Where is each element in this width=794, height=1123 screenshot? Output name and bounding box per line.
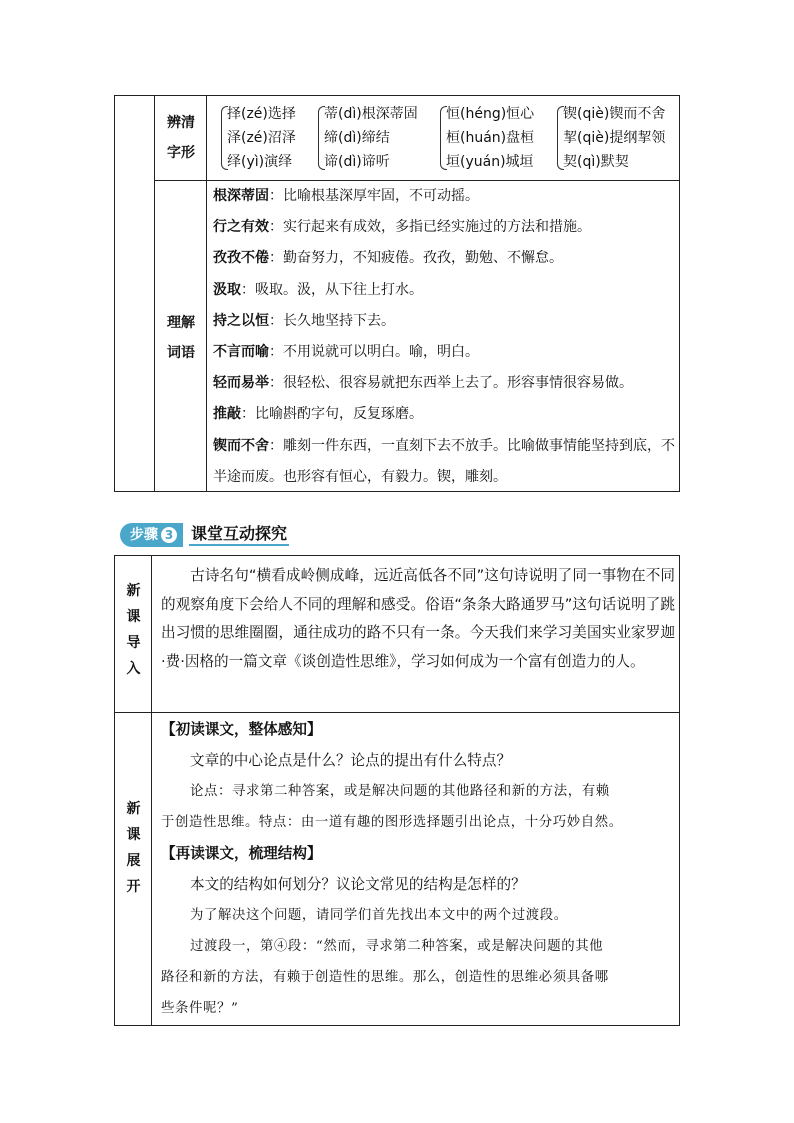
brace: [221, 106, 228, 170]
char-group: [324, 102, 418, 174]
blank-column: [115, 96, 155, 491]
label-char: 导: [126, 635, 141, 651]
char-entry: 挈(qiè)提纲挈领: [563, 130, 666, 146]
definition: ：不用说就可以明白。喻，明白。: [269, 344, 479, 361]
answer-line: 于创造性思维。特点：由一道有趣的图形选择题引出论点，十分巧妙自然。: [161, 815, 623, 830]
question: 本文的结构如何划分？议论文常见的结构是怎样的？: [190, 876, 526, 893]
term: 孜孜不倦: [213, 250, 269, 267]
definition-list: [213, 181, 679, 493]
char-group: [227, 102, 296, 174]
definition: ：吸取。汲，从下往上打水。: [241, 281, 423, 298]
char-group: [446, 102, 534, 174]
definition: ：比喻斟酌字句，反复琢磨。: [241, 406, 423, 423]
char-entry: 锲(qiè)锲而不舍: [563, 106, 666, 122]
question: 文章的中心论点是什么？论点的提出有什么特点？: [190, 752, 512, 769]
definition-item: [213, 306, 679, 337]
char-entry: 恒(héng)恒心: [446, 106, 535, 122]
label-line: 字形: [167, 145, 195, 161]
label-lesson-develop: [115, 796, 152, 900]
definition-item: [213, 431, 679, 493]
char-entry: 谛(dì)谛听: [324, 154, 390, 170]
definition-item: [213, 243, 679, 274]
label-line: 词语: [167, 345, 195, 361]
answer-line: 路径和新的方法，有赖于创造性的思维。那么，创造性的思维必须具备哪: [161, 970, 609, 985]
brace: [557, 106, 564, 170]
lesson-table: [114, 555, 680, 1026]
label-understand-words: [155, 308, 207, 368]
label-line: 理解: [167, 315, 195, 331]
definition: ：长久地坚持下去。: [269, 312, 395, 329]
term: 行之有效: [213, 219, 269, 236]
definition-item: [213, 368, 679, 399]
definition: ：雕刻一件东西，一直刻下去不放手。比喻做事情能坚持到底，不半途而废。也形容有恒心，有毅力。锲，雕刻。: [213, 437, 675, 485]
definition: ：比喻根基深厚牢固，不可动摇。: [269, 188, 479, 204]
vocabulary-table: [114, 95, 680, 492]
term: 锲而不舍: [213, 437, 269, 454]
answer-line: 些条件呢？”: [161, 1001, 239, 1016]
label-char: 开: [126, 879, 141, 895]
lesson-content: [161, 714, 675, 1024]
brace: [318, 106, 325, 170]
term: 持之以恒: [213, 312, 269, 329]
char-entry: 蒂(dì)根深蒂固: [324, 106, 418, 122]
section-heading: 【再读课文，梳理结构】: [161, 845, 322, 862]
term: 根深蒂固: [213, 188, 269, 204]
step-banner: [120, 523, 289, 547]
label-line: 辨清: [167, 115, 195, 131]
term: 轻而易举: [213, 375, 269, 392]
step-number: 3: [161, 527, 177, 543]
definition: ：勤奋努力，不知疲倦。孜孜，勤勉、不懈怠。: [269, 250, 563, 267]
step-badge: [120, 523, 183, 547]
answer-line: 为了解决这个问题，请同学们首先找出本文中的两个过渡段。: [190, 908, 568, 923]
term: 推敲: [213, 406, 241, 423]
term: 汲取: [213, 281, 241, 298]
char-entry: 择(zé)选择: [227, 106, 296, 122]
step-label: 步骤: [130, 527, 158, 543]
char-entry: 契(qì)默契: [563, 154, 629, 170]
label-char: 课: [126, 609, 141, 625]
definition-item: [213, 275, 679, 306]
label-char: 课: [126, 827, 141, 843]
definition-item: [213, 181, 679, 212]
definition-item: [213, 399, 679, 430]
term: 不言而喻: [213, 344, 269, 361]
definition-item: [213, 337, 679, 368]
char-entry: 绎(yì)演绎: [227, 154, 293, 170]
answer-line: 论点：寻求第二种答案，或是解决问题的其他路径和新的方法，有赖: [190, 784, 610, 799]
char-entry: 缔(dì)缔结: [324, 130, 390, 146]
row-divider: [115, 712, 679, 713]
definition: ：实行起来有成效，多指已经实施过的方法和措施。: [269, 219, 591, 236]
char-entry: 泽(zé)沼泽: [227, 130, 296, 146]
char-group: [563, 102, 665, 174]
label-distinguish-forms: [155, 108, 207, 168]
label-char: 新: [126, 801, 141, 817]
definition-item: [213, 212, 679, 243]
answer-line: 过渡段一，第④段：“然而，寻求第二种答案，或是解决问题的其他: [190, 939, 604, 954]
char-entry: 垣(yuán)城垣: [446, 154, 534, 170]
intro-paragraph: 古诗名句“横看成岭侧成峰，远近高低各不同”这句诗说明了同一事物在不同的观察角度下会给人不同的理解和感受。俗语“条条大路通罗马”这句话说明了跳出习惯的思维圈圈，通往成功的路不只有一条。今天我们来学习美国实业家罗迦·费·因格的一篇文章《谈创造性思维》，学习如何成为一个富有创造力的人。: [161, 567, 675, 670]
label-lesson-intro: [115, 578, 152, 682]
char-entry: 桓(huán)盘桓: [446, 130, 535, 146]
label-char: 入: [126, 661, 141, 677]
definition: ：很轻松、很容易就把东西举上去了。形容事情很容易做。: [269, 375, 633, 392]
section-heading: 【初读课文，整体感知】: [161, 721, 322, 738]
brace: [440, 106, 447, 170]
step-title: 课堂互动探究: [189, 524, 289, 546]
label-char: 展: [126, 853, 141, 869]
label-char: 新: [126, 583, 141, 599]
